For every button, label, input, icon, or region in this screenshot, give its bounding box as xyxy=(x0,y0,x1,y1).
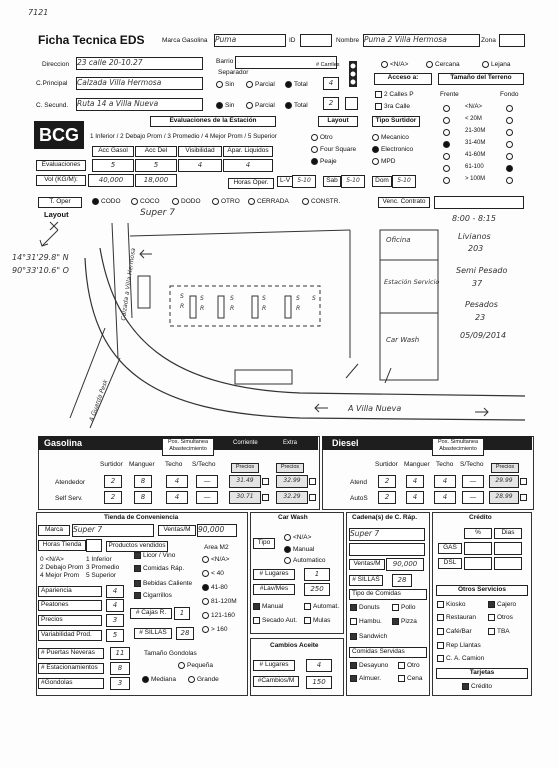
prod-licor[interactable]: Licor / Vino xyxy=(134,552,175,559)
sketch-note-5: 37 xyxy=(472,279,483,288)
credito-pct-label: % xyxy=(464,528,492,539)
evaluaciones-title: Evaluaciones de la Estación xyxy=(150,116,276,127)
gas-att-price-extra[interactable]: 32.99 xyxy=(276,475,308,488)
cprincipal-total-radio[interactable]: Total xyxy=(285,81,308,88)
terreno-option-label: 31-40M xyxy=(465,140,486,146)
pizza-check[interactable]: Pizza xyxy=(392,618,417,625)
gondola-mediana-radio[interactable]: Mediana xyxy=(142,676,176,683)
cadena-field[interactable]: Super 7 xyxy=(349,528,425,541)
cajas-label: # Cajas R. xyxy=(130,608,172,619)
gas-col-manguer: Manguer xyxy=(129,461,155,468)
terreno-fondo-radio[interactable] xyxy=(506,105,513,112)
id-label: ID xyxy=(289,37,296,44)
tienda-scale-2: 2 Debajo Prom xyxy=(40,564,84,571)
cprincipal-parcial-radio[interactable]: Parcial xyxy=(246,81,275,88)
carwash-manual-radio[interactable]: Manual xyxy=(284,546,314,553)
gas-att-stecho[interactable]: — xyxy=(196,475,218,488)
area-opt-160[interactable]: 121-160 xyxy=(202,612,235,619)
marca-gasolina-label: Marca Gasolina xyxy=(162,37,208,44)
sab-value[interactable]: 5-10 xyxy=(341,175,365,188)
tienda-ventas-label: Ventas/M xyxy=(158,525,196,536)
toper-codo-radio[interactable]: CODO xyxy=(92,198,121,205)
barrio-label: Barrio xyxy=(216,58,234,65)
terreno-row[interactable] xyxy=(443,103,523,115)
apariencia-value[interactable]: 4 xyxy=(106,585,124,598)
dsl-col-surtidor: Surtidor xyxy=(375,461,398,468)
tipo-comidas-label: Tipo de Comidas xyxy=(349,589,427,600)
horas-oper-label: Horas Oper. xyxy=(228,178,274,189)
cprincipal-field[interactable]: Calzada Villa Hermosa xyxy=(76,77,203,90)
credito-dsl-pct[interactable] xyxy=(464,557,492,570)
svg-text:R: R xyxy=(262,305,267,312)
neveras-value[interactable]: 11 xyxy=(110,647,130,660)
carriles-label: # Carriles xyxy=(316,62,340,68)
tienda-scale-1: 1 Inferior xyxy=(86,556,112,563)
sketch-ruta: A Villa Nueva xyxy=(348,404,402,413)
eval-accdel[interactable]: 5 xyxy=(135,159,177,172)
cajas-value[interactable]: 1 xyxy=(174,607,190,620)
terreno-options xyxy=(443,103,523,187)
gas-self-techo[interactable]: 4 xyxy=(166,491,188,504)
diesel-pos-label: Pos. Simultanea Abastecimiento xyxy=(432,438,484,456)
surtidor-electronico-radio[interactable]: Electronico xyxy=(372,146,413,153)
gas-col-techo: Techo xyxy=(165,461,183,468)
gas-att-surtidor[interactable]: 2 xyxy=(104,475,122,488)
sketch-super7: Super 7 xyxy=(140,208,175,218)
dsl-att-stecho[interactable]: — xyxy=(462,475,484,488)
dsl-att-techo[interactable]: 4 xyxy=(434,475,456,488)
otros-check[interactable]: Otros xyxy=(488,614,513,621)
cprincipal-label: C.Principal xyxy=(36,80,68,87)
terreno-frente-radio[interactable] xyxy=(443,153,450,160)
eval-head-liquidos: Apar. Liquidos xyxy=(223,146,273,157)
svg-text:R: R xyxy=(296,305,301,312)
eval-liquidos[interactable]: 4 xyxy=(223,159,273,172)
layout-header: Layout xyxy=(318,116,358,127)
sketch-note-3: 203 xyxy=(468,244,484,253)
terreno-header: Tamaño del Terreno xyxy=(438,73,524,85)
tienda-sillas-label: # SILLAS xyxy=(134,628,172,639)
sketch-coords-2: 90°33'10.6" O xyxy=(12,266,69,275)
prod-bebidas[interactable]: Bebidas Caliente xyxy=(134,580,192,587)
restauran-check[interactable]: Restauran xyxy=(437,614,476,621)
eval-accgasol[interactable]: 5 xyxy=(92,159,134,172)
terreno-option-label: <N/A> xyxy=(465,104,483,110)
gas-self-stecho[interactable]: — xyxy=(196,491,218,504)
area-opt-80[interactable]: 41-80 xyxy=(202,584,228,591)
diesel-title: Diesel xyxy=(332,438,359,448)
credito-dias-label: Dias xyxy=(494,528,522,539)
area-opt-na[interactable]: <N/A> xyxy=(202,556,229,563)
acceso-2calles[interactable]: 2 Calles P xyxy=(375,91,414,98)
tienda-marca-label: Marca xyxy=(38,525,70,536)
aceite-lugares-label: # Lugares xyxy=(253,660,295,671)
carwash-automatico-radio[interactable]: Automatico xyxy=(284,557,326,564)
tienda-marca-field[interactable]: Super 7 xyxy=(72,524,154,537)
direccion-label: Direccion xyxy=(42,61,70,68)
cadena-title: Cadena(s) de C. Ráp. xyxy=(352,514,418,521)
sketch-date: 05/09/2014 xyxy=(460,331,507,340)
apariencia-label: Apariencia xyxy=(38,586,102,597)
dsl-att-check[interactable] xyxy=(520,478,527,485)
tarjetas-label: Tarjetas xyxy=(436,668,528,679)
area-label: Area M2 xyxy=(204,544,229,551)
eval-head-visibilidad: Visibilidad xyxy=(178,146,222,157)
peatones-label: Peatones xyxy=(38,600,102,611)
gondolas-label: #Gondolas xyxy=(38,678,104,689)
sandwich-check[interactable]: Sandwich xyxy=(350,633,387,640)
gas-att-extra-check[interactable] xyxy=(309,478,316,485)
tienda-title: Tienda de Conveniencia xyxy=(104,514,179,521)
svg-text:S: S xyxy=(296,295,300,302)
terreno-option-label: < 20M xyxy=(465,116,482,122)
dsl-col-manguer: Manguer xyxy=(404,461,430,468)
donuts-check[interactable]: Donuts xyxy=(350,604,380,611)
sketch-calzada: Calzada a Villa Hermosa xyxy=(120,247,138,321)
gas-att-techo[interactable]: 4 xyxy=(166,475,188,488)
gondolas-value[interactable]: 3 xyxy=(110,677,130,690)
estacionamientos-value[interactable]: 8 xyxy=(110,662,130,675)
comidas-servidas-label: Comidas Servidas xyxy=(349,647,427,658)
layout-peaje-radio[interactable]: Peaje xyxy=(311,158,337,165)
eval-head-accdel: Acc Del xyxy=(135,146,177,157)
gas-precios-extra-label: Precios xyxy=(276,463,304,473)
compass-icon xyxy=(40,222,58,246)
pollo-check[interactable]: Pollo xyxy=(392,604,415,611)
sketch-oficina: Oficina xyxy=(386,236,411,244)
lavmes-label: #Lav/Mes xyxy=(253,584,295,595)
bcg-logo: BCG xyxy=(34,121,84,149)
gas-self-extra-check[interactable] xyxy=(309,494,316,501)
fondo-label: Fondo xyxy=(500,91,519,98)
terreno-row[interactable] xyxy=(443,115,523,127)
carriles-principal[interactable]: 4 xyxy=(323,77,339,90)
otro-comida-check[interactable]: Otro xyxy=(398,662,420,669)
csecund-field[interactable]: Ruta 14 a Villa Nueva xyxy=(76,98,203,111)
dsl-precios-label: Precios xyxy=(491,463,519,473)
svg-text:R: R xyxy=(200,305,205,312)
marca-gasolina-field[interactable]: Puma xyxy=(214,34,286,47)
terreno-fondo-radio[interactable] xyxy=(506,153,513,160)
dsl-self-surtidor[interactable]: 2 xyxy=(378,491,396,504)
tarjeta-credito-check[interactable]: Crédito xyxy=(462,683,492,690)
aceite-title: Cambios Aceite xyxy=(270,642,319,649)
gondola-grande-radio[interactable]: Grande xyxy=(188,676,219,683)
form-title: Ficha Tecnica EDS xyxy=(38,33,145,47)
toper-label: T. Oper xyxy=(38,197,82,208)
traffic-light-icon xyxy=(348,60,358,90)
acceso-3ra[interactable]: 3ra Calle xyxy=(375,103,410,110)
gas-att-corriente-check[interactable] xyxy=(262,478,269,485)
cprincipal-sin-radio[interactable]: Sin xyxy=(216,81,234,88)
area-opt-gt160[interactable]: > 160 xyxy=(202,626,227,633)
credito-gas-pct[interactable] xyxy=(464,542,492,555)
dom-label: Dom xyxy=(372,176,392,187)
precios-label: Precios xyxy=(38,615,102,626)
peatones-value[interactable]: 4 xyxy=(106,599,124,612)
dom-value[interactable]: 5-10 xyxy=(392,175,416,188)
cadena-sillas-label: # SILLAS xyxy=(349,575,383,586)
dsl-atend-label: Atend xyxy=(350,479,367,486)
sketch-note-2: Livianos xyxy=(458,232,491,241)
gas-self-corriente-check[interactable] xyxy=(262,494,269,501)
tienda-scale-3: 3 Promedio xyxy=(86,564,120,571)
dsl-self-stecho[interactable]: — xyxy=(462,491,484,504)
gas-att-manguer[interactable]: 8 xyxy=(134,475,152,488)
vol-label: Vol (KG/M): xyxy=(36,175,86,186)
dsl-col-techo: Techo xyxy=(436,461,454,468)
cadena-field-2[interactable] xyxy=(349,543,425,556)
gondola-pequena-radio[interactable]: Pequeña xyxy=(178,662,213,669)
terreno-row[interactable] xyxy=(443,151,523,163)
terreno-fondo-radio[interactable] xyxy=(506,141,513,148)
hambu-check[interactable]: Hambu. xyxy=(350,618,382,625)
cadena-sillas-value[interactable]: 28 xyxy=(392,574,412,587)
svg-text:R: R xyxy=(180,303,185,310)
terreno-fondo-radio[interactable] xyxy=(506,177,513,184)
credito-gas-label: GAS xyxy=(438,543,462,554)
area-opt-40[interactable]: < 40 xyxy=(202,570,224,577)
repllantas-check[interactable]: Rep Llantas xyxy=(437,642,481,649)
gas-precios-corriente-label: Precios xyxy=(231,463,259,473)
prod-cigarrillos[interactable]: Cigarrillos xyxy=(134,592,172,599)
svg-text:S: S xyxy=(262,295,266,302)
sketch-layout-title: Layout xyxy=(44,210,69,219)
sketch-note-6: Pesados xyxy=(465,300,498,309)
gas-col-surtidor: Surtidor xyxy=(100,461,123,468)
direccion-field[interactable]: 23 calle 20-10.27 xyxy=(76,57,203,70)
tamano-gondolas-label: Tamaño Gondolas xyxy=(144,650,197,657)
surtidor-mecanico-radio[interactable]: Mecanico xyxy=(372,134,409,141)
dsl-att-price[interactable]: 29.99 xyxy=(489,475,519,488)
carwash-title: Car Wash xyxy=(278,514,308,521)
terreno-option-label: 41-60M xyxy=(465,152,486,158)
tienda-scale-0: 0 <N/A> xyxy=(40,556,64,563)
separador-label: Separador xyxy=(218,69,249,76)
venc-contrato-label: Venc. Contrato xyxy=(378,197,430,208)
carwash-manual-check[interactable]: Manual xyxy=(253,603,283,610)
precios-value[interactable]: 3 xyxy=(106,614,124,627)
gas-self-price-corriente[interactable]: 30.71 xyxy=(229,491,261,504)
carwash-automat-check[interactable]: Automat. xyxy=(304,603,339,610)
terreno-frente-radio[interactable] xyxy=(443,165,450,172)
lv-value[interactable]: 5-10 xyxy=(292,175,316,188)
terreno-frente-radio[interactable] xyxy=(443,141,450,148)
terreno-fondo-radio[interactable] xyxy=(506,129,513,136)
terreno-row[interactable] xyxy=(443,139,523,151)
gas-col-stecho: S/Techo xyxy=(192,461,216,468)
venc-contrato-field[interactable] xyxy=(434,196,524,209)
zona-label: Zona xyxy=(481,37,496,44)
lejana-radio[interactable]: Lejana xyxy=(482,61,511,68)
nombre-field[interactable]: Puma 2 Villa Hermosa xyxy=(363,34,480,47)
terreno-fondo-radio[interactable] xyxy=(506,117,513,124)
dsl-att-surtidor[interactable]: 2 xyxy=(378,475,396,488)
svg-text:R: R xyxy=(230,305,235,312)
lavmes-value[interactable]: 250 xyxy=(304,583,330,596)
sketch-ruta-left: A Guarda Pesk xyxy=(88,378,110,423)
desayuno-check[interactable]: Desayuno xyxy=(350,662,388,669)
svg-text:S: S xyxy=(180,293,184,300)
toper-constr-radio[interactable]: CONSTR. xyxy=(302,198,340,205)
atendedor-label: Atendedor xyxy=(55,479,85,486)
corner-mark: 7121 xyxy=(28,8,49,17)
cambios-value[interactable]: 150 xyxy=(306,676,332,689)
tba-check[interactable]: TBA xyxy=(488,628,510,635)
dsl-self-manguer[interactable]: 4 xyxy=(406,491,424,504)
svg-text:S: S xyxy=(312,295,316,302)
eval-head-accgasol: Acc Gasol xyxy=(92,146,134,157)
frente-label: Frente xyxy=(440,91,459,98)
tienda-scale-5: 5 Superior xyxy=(86,572,116,579)
vol-value-1[interactable]: 40,000 xyxy=(88,174,134,187)
sketch-carwash: Car Wash xyxy=(386,336,420,344)
layout-four-square-radio[interactable]: Four Square xyxy=(311,146,356,153)
sketch-note-1: 8:00 - 8:15 xyxy=(452,214,496,223)
lv-label: L-V xyxy=(277,176,293,187)
terreno-frente-radio[interactable] xyxy=(443,177,450,184)
horas-tienda-field[interactable] xyxy=(86,539,102,552)
gasolina-pos-label: Pos. Simultanea Abastecimiento xyxy=(162,438,214,456)
area-opt-120[interactable]: 81-120M xyxy=(202,598,237,605)
dsl-autos-label: AutoS xyxy=(350,495,368,502)
layout-otro-radio[interactable]: Otro xyxy=(311,134,333,141)
productos-label: Productos vendidos xyxy=(106,541,168,552)
neveras-label: # Puertas Neveras xyxy=(38,648,104,659)
tienda-scale-4: 4 Mejor Prom xyxy=(40,572,80,579)
variabilidad-label: Variabilidad Prod. xyxy=(38,630,102,641)
credito-gas-dias[interactable] xyxy=(494,542,522,555)
toper-coco-radio[interactable]: COCO xyxy=(131,198,160,205)
aceite-lugares-value[interactable]: 4 xyxy=(306,659,332,672)
camion-check[interactable]: C. A. Camion xyxy=(437,655,484,662)
cercana-radio[interactable]: Cercana xyxy=(426,61,460,68)
almuer-check[interactable]: Almuer. xyxy=(350,675,381,682)
sketch-estacion: Estación Servicio xyxy=(384,278,440,286)
toper-cerrada-radio[interactable]: CERRADA xyxy=(248,198,289,205)
estacionamientos-label: # Estacionamientos xyxy=(38,663,104,674)
carwash-tipo-label: Tipo xyxy=(253,538,275,549)
nombre-label: Nombre xyxy=(336,37,360,44)
toper-dodo-radio[interactable]: DODO xyxy=(172,198,201,205)
csecund-total-radio[interactable]: Total xyxy=(285,102,308,109)
carwash-mulas-check[interactable]: Mulas xyxy=(304,617,330,624)
cajero-check[interactable]: Cajero xyxy=(488,601,516,608)
gas-self-manguer[interactable]: 8 xyxy=(134,491,152,504)
cadena-ventas-label: Ventas/M xyxy=(349,559,385,570)
selfserv-label: Self Serv. xyxy=(55,495,83,502)
tienda-sillas-value[interactable]: 28 xyxy=(176,627,194,640)
terreno-option-label: 21-30M xyxy=(465,128,486,134)
terreno-option-label: > 100M xyxy=(465,176,486,182)
variabilidad-value[interactable]: 5 xyxy=(106,629,124,642)
terreno-fondo-radio[interactable] xyxy=(506,165,513,172)
svg-text:S: S xyxy=(200,295,204,302)
otros-servicios-label: Otros Servicios xyxy=(436,585,528,596)
csecund-label: C. Secund. xyxy=(36,102,69,109)
zona-field[interactable] xyxy=(499,34,525,47)
sab-label: Sab xyxy=(323,176,341,187)
surtidor-mpd-radio[interactable]: MPD xyxy=(372,158,395,165)
csecund-parcial-radio[interactable]: Parcial xyxy=(246,102,275,109)
carriles-extra-field[interactable] xyxy=(345,97,358,110)
csecund-sin-radio[interactable]: Sin xyxy=(216,102,234,109)
carwash-secado-check[interactable]: Secado Aut. xyxy=(253,617,297,624)
carwash-lugares-value[interactable]: 1 xyxy=(304,568,330,581)
dsl-col-stecho: S/Techo xyxy=(460,461,484,468)
terreno-row[interactable] xyxy=(443,163,523,175)
extra-label: Extra xyxy=(283,440,298,446)
terreno-frente-radio[interactable] xyxy=(443,117,450,124)
dsl-att-manguer[interactable]: 4 xyxy=(406,475,424,488)
gas-self-price-extra[interactable]: 32.29 xyxy=(276,491,308,504)
credito-title: Crédito xyxy=(469,514,492,521)
cadena-ventas-value[interactable]: 90,000 xyxy=(386,558,424,571)
gasolina-title: Gasolina xyxy=(44,438,83,448)
dsl-self-check[interactable] xyxy=(520,494,527,501)
terreno-frente-radio[interactable] xyxy=(443,129,450,136)
credito-dsl-dias[interactable] xyxy=(494,557,522,570)
terreno-option-label: 61-100 xyxy=(465,164,484,170)
kiosko-check[interactable]: Kiosko xyxy=(437,601,466,608)
layout-sketch xyxy=(30,218,530,430)
sketch-coords-1: 14°31'29.8" N xyxy=(12,253,69,262)
prod-comidas[interactable]: Comidas Ráp. xyxy=(134,565,184,572)
tienda-ventas-field[interactable]: 90,000 xyxy=(197,524,237,537)
gas-self-surtidor[interactable]: 2 xyxy=(104,491,122,504)
credito-dsl-label: DSL xyxy=(438,558,462,569)
svg-text:S: S xyxy=(230,295,234,302)
dsl-self-price[interactable]: 28.99 xyxy=(489,491,519,504)
evaluaciones-label: Evaluaciones xyxy=(36,160,86,171)
corriente-label: Corriente xyxy=(233,440,258,446)
terreno-row[interactable] xyxy=(443,175,523,187)
cambios-label: #Cambios/M xyxy=(253,676,299,687)
dsl-self-techo[interactable]: 4 xyxy=(434,491,456,504)
id-field[interactable] xyxy=(300,34,332,47)
carwash-lugares-label: # Lugares xyxy=(253,569,295,580)
eval-scale: 1 Inferior / 2 Debajo Prom / 3 Promedio / 4 Mejor Prom / 5 Superior xyxy=(90,133,277,140)
acceso-header: Acceso a: xyxy=(374,73,432,85)
na-radio-1[interactable]: <N/A> xyxy=(381,61,408,68)
surtidor-header: Tipo Surtidor xyxy=(372,116,420,127)
horas-tienda-label: Horas Tienda xyxy=(38,540,86,551)
carriles-secundaria[interactable]: 2 xyxy=(323,97,339,110)
cena-check[interactable]: Cena xyxy=(398,675,423,682)
terreno-frente-radio[interactable] xyxy=(443,105,450,112)
toper-otro-radio[interactable]: OTRO xyxy=(212,198,240,205)
carwash-na-radio[interactable]: <N/A> xyxy=(284,534,311,541)
terreno-row[interactable] xyxy=(443,127,523,139)
sketch-note-7: 23 xyxy=(475,313,486,322)
eval-visibilidad[interactable]: 4 xyxy=(178,159,222,172)
sketch-note-4: Semi Pesado xyxy=(456,266,508,275)
cafebar-check[interactable]: Café/Bar xyxy=(437,628,472,635)
vol-value-2[interactable]: 18,000 xyxy=(135,174,177,187)
gas-att-price-corriente[interactable]: 31.49 xyxy=(229,475,261,488)
